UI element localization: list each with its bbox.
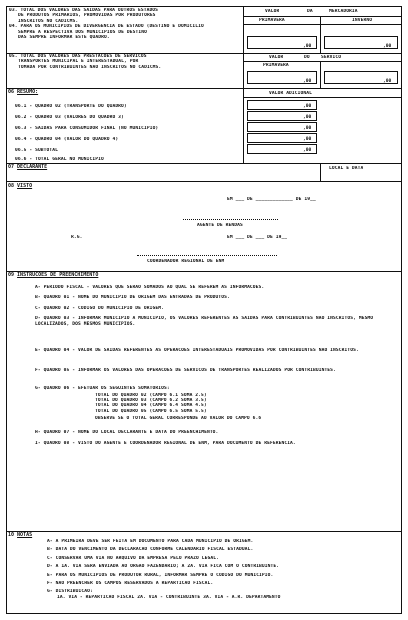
resumo-row-1: 06.1 - QUADRO 02 (TRANSPORTE DO QUADRO) bbox=[15, 104, 127, 109]
col-da: DA bbox=[307, 9, 313, 14]
agent-label: AGENTE DE RENDAS bbox=[197, 223, 243, 228]
instruction-h: H- QUADRO 07 - NOME DO LOCAL DECLARANTE E DATA DO PREENCHIMENTO. bbox=[35, 429, 219, 435]
col-valor: VALOR bbox=[265, 9, 280, 14]
resumo-value-1: ,00 bbox=[303, 104, 312, 109]
resumo-row-5: 06.5 - SUBTOTAL bbox=[15, 148, 59, 153]
col-mercadoria: MERCADORIA bbox=[329, 9, 358, 14]
note-distribution: 1A. VIA - REPARTICAO FISCAL 2A. VIA - CONTRIBUINTE 3A. VIA - A.R. DEPARTAMENTO bbox=[57, 594, 281, 600]
col-inverno: INVERNO bbox=[352, 18, 373, 23]
resumo-row-6: 06.6 - TOTAL GERAL NO MUNICIPIO bbox=[15, 157, 104, 162]
col-valor-05: VALOR bbox=[269, 55, 284, 60]
note-g: G- DISTRIBUICAO: bbox=[47, 589, 93, 595]
instruction-b: B- QUADRO 01 - NOME DO MUNICIPIO DE ORIGEM DAS ENTRADAS DE PRODUTOS. bbox=[35, 295, 230, 301]
rg-label: R.G. bbox=[71, 235, 83, 240]
sum-note: OBSERVE SE O TOTAL GERAL CORRESPONDE AO VALOR DO CAMPO 6.6 bbox=[95, 416, 262, 422]
value-03a: ,00 bbox=[303, 44, 312, 49]
col-primavera: PRIMAVERA bbox=[259, 18, 285, 23]
note-c: C- CONSERVAR UMA VIA NO ARQUIVO DA EMPRESA PELO PRAZO LEGAL. bbox=[47, 555, 219, 561]
section-09-title: 09 INSTRUCOES DE PREENCHIMENTO bbox=[8, 272, 99, 278]
line-04c: DAS SEMPRE INFORMAR ESTE QUADRO. bbox=[18, 35, 110, 41]
resumo-row-2: 06.2 - QUADRO 03 (VALORES DO QUADRO 3) bbox=[15, 115, 124, 120]
declaration-form bbox=[6, 6, 402, 614]
sum-3: TOTAL DO QUADRO 04 (CAMPO 6.4 SOMA 4.5) bbox=[95, 403, 207, 409]
col-primavera-05: PRIMAVERA bbox=[263, 63, 289, 68]
notes-list bbox=[47, 539, 397, 600]
resumo-row-4: 06.4 - QUADRO 04 (VALOR DO QUADRO 4) bbox=[15, 137, 119, 142]
col-servico-05: SERVICO bbox=[321, 55, 342, 60]
local-data-label: LOCAL E DATA bbox=[329, 166, 364, 171]
section-06-title: 06 RESUMO: bbox=[8, 89, 39, 95]
line-03c: INSCRITOS NO CADICMS. bbox=[18, 18, 79, 24]
sum-list bbox=[35, 393, 393, 422]
note-b: B- DATA DO VENCIMENTO DA DECLARACAO CONFORME CALENDARIO FISCAL ESTADUAL. bbox=[47, 547, 254, 553]
line-04: 04. PARA OS MUNICIPIOS DE DIVERGENCIA DE ESTADO (DESTINO E DOMICILIO bbox=[9, 24, 204, 30]
note-d: D- A 1A. VIA SERA ENVIADA AO ORGAO FAZENDARIO; A 2A. VIA FICA COM O CONTRIBUINTE. bbox=[47, 564, 280, 570]
sum-4: TOTAL DO QUADRO 05 (CAMPO 6.5 SOMA 5.5) bbox=[95, 408, 207, 414]
value-05a: ,00 bbox=[303, 79, 312, 84]
resumo-col-header: VALOR ADICIONAL bbox=[269, 91, 312, 96]
line-03b: DE PRODUTOS PRIMARIOS, PROMOVIDAS POR PRODUTORES bbox=[18, 13, 156, 19]
instruction-c: C- QUADRO 02 - CODIGO DO MUNICIPIO DE ORIGEM. bbox=[35, 305, 164, 311]
sum-2: TOTAL DO QUADRO 03 (CAMPO 6.2 SOMA 3.5) bbox=[95, 398, 207, 404]
resumo-value-4: ,00 bbox=[303, 137, 312, 142]
col-do-05: DO bbox=[304, 55, 310, 60]
coordinator-label: COORDENADOR REGIONAL DE ENM bbox=[147, 259, 225, 264]
block-05 bbox=[9, 54, 241, 70]
instruction-a: A- PERIODO FISCAL - VALORES QUE SERAO SOMADOS AO QUAL SE REFEREM AS INFORMACOES. bbox=[35, 285, 265, 290]
resumo-value-2: ,00 bbox=[303, 115, 312, 120]
line-05c: TOMADA POR CONTRIBUINTES NAO INSCRITOS NO CADICMS. bbox=[18, 64, 162, 70]
instructions-list bbox=[35, 285, 393, 453]
instruction-d: D- QUADRO 03 - INFORMAR MUNICIPIO A MUNICIPIO, OS VALORES REFERENTES AS SAIDAS PARA CONTRIBUINTES NAO INSCRITOS, MESMO LOCALIZADOS, DOS MESMOS MUNICIPIOS. bbox=[35, 316, 374, 327]
line-05: 05. TOTAL DOS VALORES DAS PRESTACOES DE SERVICOS bbox=[9, 54, 147, 59]
line-03: 03. TOTAL DOS VALORES DAS SAIDAS PARA OUTROS ESTADOS bbox=[9, 8, 159, 13]
note-a: A- A PRIMEIRA DEVE SER FEITA EM DOCUMENTO PARA CADA MUNICIPIO DE ORIGEM. bbox=[47, 539, 254, 544]
instruction-e: E- QUADRO 04 - VALOR DE SAIDAS REFERENTES AS OPERACOES INTERESTADUAIS PROMOVIDAS POR CONTRIBUINTES NAO INSCRITOS. bbox=[35, 348, 359, 354]
resumo-row-3: 06.3 - SAIDAS PARA CONSUMIDOR FINAL (NO MUNICIPIO) bbox=[15, 126, 159, 131]
section-08-title: 08 VISTO bbox=[8, 183, 33, 189]
line-05b: TRANSPORTES MUNICIPAL E INTERESTADUAL, POR bbox=[18, 59, 139, 65]
instruction-i: I- QUADRO 08 - VISTO DO AGENTE E COORDENADOR REGIONAL DE ENM, PARA DOCUMENTO DE REFERENCIA. bbox=[35, 441, 296, 447]
instruction-f: F- QUADRO 05 - INFORMAR OS VALORES DAS OPERACOES DE SERVICOS DE TRANSPORTES REALIZADOS POR CONTRIBUINTES. bbox=[35, 368, 336, 374]
sum-1: TOTAL DO QUADRO 02 (CAMPO 6.1 SOMA 2.5) bbox=[95, 392, 207, 398]
visto-date-line: EM ___ DE _____________ DE 19__ bbox=[227, 197, 316, 202]
resumo-value-3: ,00 bbox=[303, 126, 312, 131]
note-e: E- PARA OS MUNICIPIOS DE PRODUTOR RURAL, INFORMAR SEMPRE O CODIGO DO MUNICIPIO. bbox=[47, 572, 274, 578]
resumo-value-5: ,00 bbox=[303, 148, 312, 153]
note-f: F- NAO PREENCHER OS CAMPOS RESERVADOS A REPARTICAO FISCAL. bbox=[47, 581, 214, 587]
rg-date: EM ___ DE ___ DE 19__ bbox=[227, 235, 288, 240]
value-03b: ,00 bbox=[383, 44, 392, 49]
value-05b: ,00 bbox=[383, 79, 392, 84]
block-03-04 bbox=[9, 8, 241, 40]
section-10-title: 10 NOTAS bbox=[8, 532, 33, 538]
instruction-g: G- QUADRO 06 - EFETUAR OS SEGUINTES SOMATORIOS: bbox=[35, 386, 170, 392]
line-04b: SEMPRE A RESPECTIVA DOS MUNICIPIOS DE DESTINO bbox=[18, 29, 147, 35]
section-07-title: 07 DECLARANTE bbox=[8, 164, 48, 170]
